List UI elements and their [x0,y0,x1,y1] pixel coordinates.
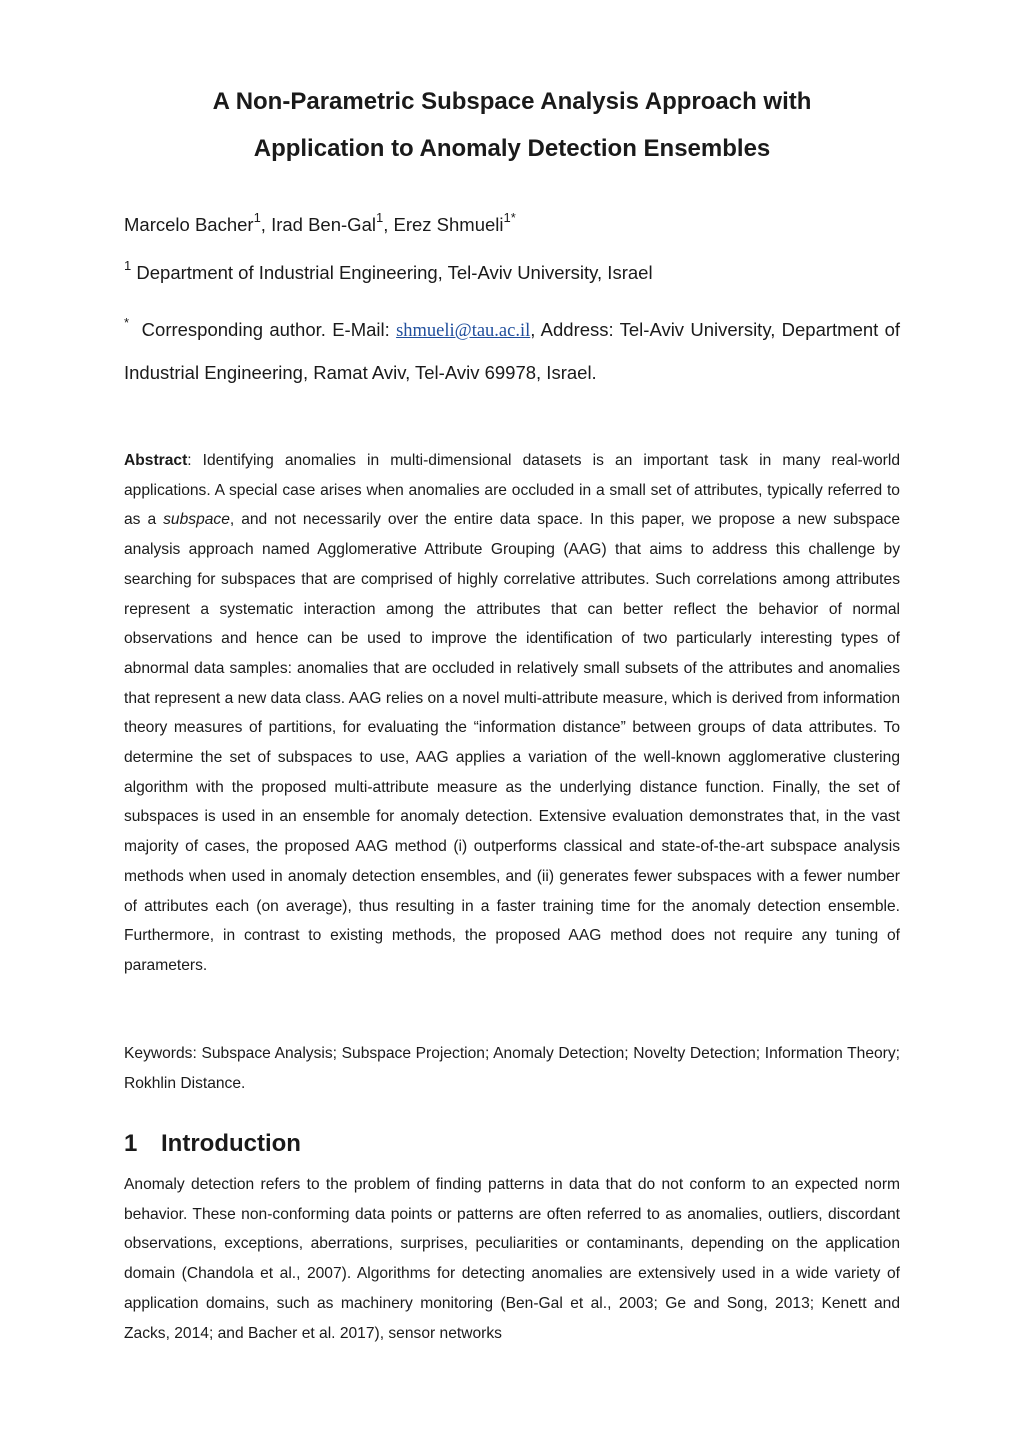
keywords-paragraph: Keywords: Subspace Analysis; Subspace Projection; Anomaly Detection; Novelty Detection; Information Theory; Rokhlin Distance. [124,1045,900,1092]
section-number: 1 [124,1130,138,1157]
author-affiliation-mark: 1 [253,210,261,225]
abstract-label: Abstract [124,452,188,469]
corresponding-author-note [124,309,900,393]
corresponding-prefix: Corresponding author. E-Mail: [141,319,390,340]
affiliation-text: Department of Industrial Engineering, Tel-Aviv University, Israel [136,262,653,283]
author-affiliation-mark: 1 [375,210,384,225]
introduction-paragraph: Anomaly detection refers to the problem of finding patterns in data that do not conform to an expected norm behavior. These non-conforming data points or patterns are often referred to as anomalies, outliers, discordant observations, exceptions, aberrations, surprises, peculiarities or contaminants, depending on the application domain (Chandola et al., 2007). Algorithms for detecting anomalies are extensively used in a wide variety of application domains, such as machinery monitoring (Ben-Gal et al., 2003; Ge and Song, 2013; Kenett and Zacks, 2014; and Bacher et al. 2017), sensor networks [124,1176,900,1342]
abstract-emphasis: subspace [163,511,230,529]
author-name: Marcelo Bacher [124,214,254,235]
corresponding-mark: * [124,315,130,330]
section-heading [124,1130,301,1158]
author-name: Erez Shmueli [393,214,504,235]
abstract-text-b: , and not necessarily over the entire data space. In this paper, we propose a new subspace analysis approach named Agglomerative Attribute Grouping (AAG) that aims to address this challenge by searching for subspaces that are comprised of highly correlative attributes. Such correlations among attributes represent a systematic interaction among the attributes that can better reflect the behavior of normal observations and hence can be used to improve the identification of two particularly interesting types of abnormal data samples: anomalies that are occluded in relatively small subsets of the attributes and anomalies that represent a new data class. AAG relies on a novel multi-attribute measure, which is derived from information theory measures of partitions, for evaluating the “information distance” between groups of data attributes. To determine the set of subspaces to use, AAG applies a variation of the well-known agglomerative clustering algorithm with the proposed multi-attribute measure as the underlying distance function. Finally, the set of subspaces is used in an ensemble for anomaly detection. Extensive evaluation demonstrates that, in the vast majority of cases, the proposed AAG method (i) outperforms classical and state-of-the-art subspace analysis methods when used in anomaly detection ensembles, and (ii) generates fewer subspaces with a fewer number of attributes each (on average), thus resulting in a faster training time for the anomaly detection ensemble. Furthermore, in contrast to existing methods, the proposed AAG method does not require any tuning of parameters. [124,511,900,974]
corresponding-address: , Address: Tel-Aviv University, Department of Industrial Engineering, Ramat Aviv, Tel-Aviv 69978, Israel. [124,319,901,383]
section-title: Introduction [161,1130,301,1157]
email-link[interactable]: shmueli@tau.ac.il [396,321,531,341]
author-name: Irad Ben-Gal [271,214,376,235]
paper-title-line-1: A Non-Parametric Subspace Analysis Approach with [212,88,812,115]
affiliation [124,258,900,284]
author-affiliation-mark: 1* [503,210,516,225]
author-list: Marcelo Bacher$^1$, Irad Ben-Gal$^1$, Erez Shmueli$^{1*}$ [124,210,516,235]
abstract-paragraph [124,446,900,981]
affiliation-mark: 1 [124,258,132,273]
abstract-text-a: : Identifying anomalies in multi-dimensional datasets is an important task in many real-world applications. A special case arises when anomalies are occluded in a small set of attributes, typically referred to as a [124,452,900,529]
paper-title-line-2: Application to Anomaly Detection Ensembles [253,135,771,162]
